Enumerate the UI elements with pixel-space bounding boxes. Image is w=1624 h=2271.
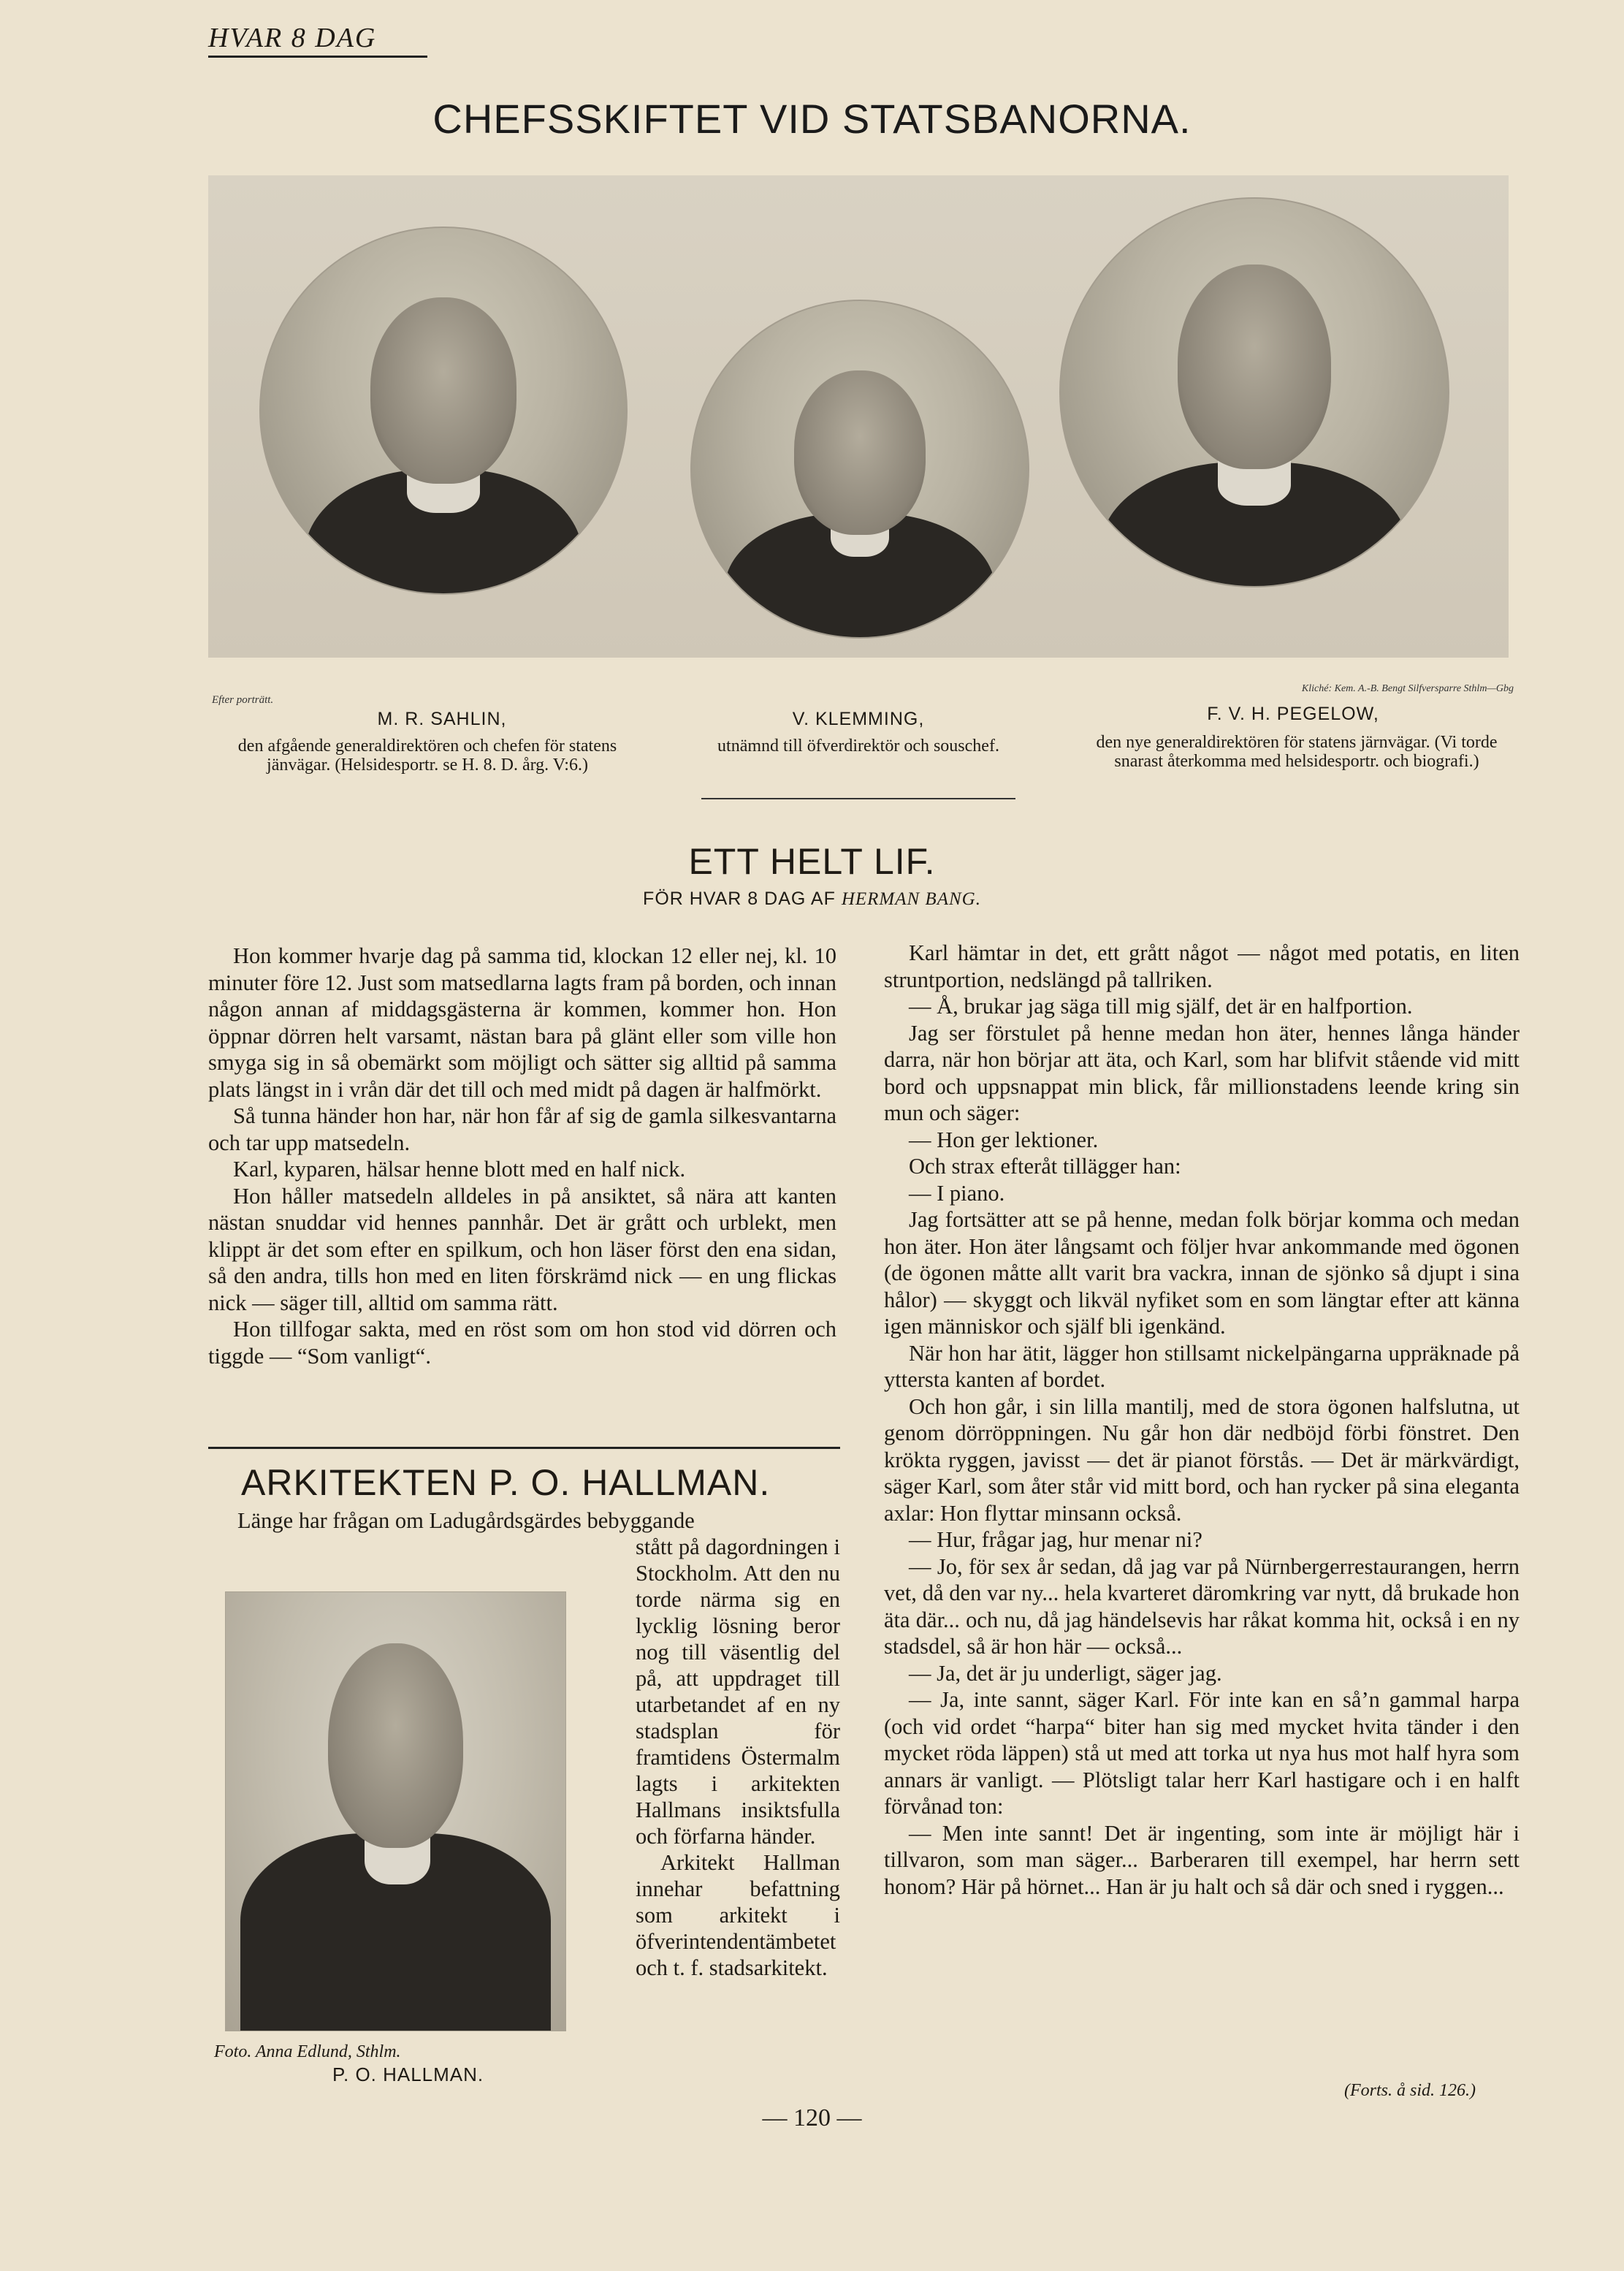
architect-paragraph: Arkitekt Hallman innehar befattning som arkitekt i öfverintendentämbetet och t. f. stadsarkitekt. xyxy=(636,1850,840,1980)
story-title: ETT HELT LIF. xyxy=(688,841,936,882)
story-paragraph: — Å, brukar jag säga till mig själf, det är en halfportion. xyxy=(909,994,1413,1019)
story-paragraph: — I piano. xyxy=(909,1180,1005,1206)
byline-prefix: FÖR HVAR 8 DAG AF xyxy=(643,889,836,909)
masthead: HVAR 8 DAG xyxy=(208,23,377,53)
caption-desc-pegelow: den nye generaldirektören för statens järnvägar. (Vi torde snarast återkomma med helsidesportr. och biografi.) xyxy=(1096,733,1498,771)
story-paragraph: Och hon går, i sin lilla mantilj, med de stora ögonen halfslutna, ut genom dörröppningen. Nu går hon där nedböjd förbi fönstret. Den krökta ryggen, javisst — det är pianot förstås. — Det är märkvärdigt, säger Karl, som åter står vid mitt bord, och han rycker på sina eleganta axlar: Hon flyttar minsann också. xyxy=(884,1393,1520,1526)
portrait-photo-band xyxy=(208,175,1509,658)
story-paragraph: — Ja, det är ju underligt, säger jag. xyxy=(909,1660,1222,1686)
architect-photo-name: P. O. HALLMAN. xyxy=(332,2063,484,2085)
architect-body xyxy=(636,1534,840,1981)
story-paragraph: — Men inte sannt! Det är ingenting, som inte är möjligt här i tillvaron, som man säger... Barberaren till exempel, har herrn sett honom? Här på hörnet... Han är ju halt och så där och sned i ryggen... xyxy=(884,1820,1520,1899)
story-paragraph: — Ja, inte sannt, säger Karl. För inte kan en så’n gammal harpa (och vid ordet “harpa“ biter han sig med mycket hvita tänder i den mycket röda läppen) stå ut med att torka ut nya hus mot half hyra som annars är vanligt. — Plötsligt talar herr Karl hastigare och i en halft förvånad ton: xyxy=(884,1687,1520,1819)
architect-portrait xyxy=(225,1591,566,2031)
story-paragraph: — Hon ger lektioner. xyxy=(909,1127,1099,1152)
story-paragraph: Så tunna händer hon har, när hon får af sig de gamla silkesvantarna och tar upp matsedeln. xyxy=(208,1103,836,1155)
portrait-pegelow xyxy=(1059,197,1449,587)
caption-rule xyxy=(701,798,1015,799)
portrait-credit-right: Kliché: Kem. A.-B. Bengt Silfversparre Sthlm—Gbg xyxy=(1301,683,1514,694)
masthead-rule xyxy=(208,56,427,58)
architect-title: ARKITEKTEN P. O. HALLMAN. xyxy=(241,1462,771,1503)
story-right-column xyxy=(884,940,1520,1900)
portrait-credit-left: Efter porträtt. xyxy=(212,694,274,706)
section-divider xyxy=(208,1447,840,1449)
continued-note: (Forts. å sid. 126.) xyxy=(1344,2081,1476,2100)
story-paragraph: Och strax efteråt tillägger han: xyxy=(909,1154,1181,1179)
story-paragraph: Jag ser förstulet på henne medan hon äter, hennes långa händer darra, när hon börjar att äta, och Karl, som har blifvit stående vid mitt bord och uppsnappat min blick, får millionstadens leende kring sin mun och säger: xyxy=(884,1020,1520,1125)
story-paragraph: Hon håller matsedeln alldeles in på ansiktet, så nära att kanten nästan snuddar vid hennes pannhår. Det är grått och urblekt, men klippt är det som efter en spilkum, och hon läser först den ena sidan, så den andra, tills hon med en liten förskrämd nick — en ung flickas nick — säger till, alltid om samma rätt. xyxy=(208,1183,836,1315)
page-number: — 120 — xyxy=(762,2104,862,2131)
caption-desc-klemming: utnämnd till öfverdirektör och souschef. xyxy=(717,737,999,756)
story-paragraph: Hon tillfogar sakta, med en röst som om hon stod vid dörren och tiggde — “Som vanligt“. xyxy=(208,1317,836,1369)
story-paragraph: — Hur, frågar jag, hur menar ni? xyxy=(909,1527,1202,1552)
caption-desc-sahlin: den afgående generaldirektören och chefen för statens jänvägar. (Helsidesportr. se H. 8. D. årg. V:6.) xyxy=(237,737,617,775)
story-paragraph: Jag fortsätter att se på henne, medan folk börjar komma och medan hon äter. Hon äter långsamt och följer hvar ankommande med ögonen (de ögonen måtte allt varit bra vackra, innan de sjönko så djupt i sina hålor) — skyggt och likväl nyfiket som en som längtar efter att känna igen människor och själf bli igenkänd. xyxy=(884,1207,1520,1339)
caption-name-klemming: V. KLEMMING, xyxy=(792,709,925,729)
byline-author: HERMAN BANG. xyxy=(841,889,981,909)
story-paragraph: — Jo, för sex år sedan, då jag var på Nürnbergerrestaurangen, herrn vet, då den var ny... hela kvarteret däromkring var nytt, då brukade hon äta där... och nu, då jag händelsevis har råkat komma hit, också i en ny stadsdel, så är hon här — också... xyxy=(884,1553,1520,1659)
story-paragraph: Karl, kyparen, hälsar henne blott med en half nick. xyxy=(233,1157,686,1182)
story-left-column xyxy=(208,943,836,1369)
portrait-klemming xyxy=(690,300,1029,639)
architect-paragraph: stått på dagordningen i Stockholm. Att den nu torde närma sig en lycklig lösning beror nog till väsentlig del på, att uppdraget till utarbetandet af en ny stadsplan för framtidens Östermalm lagts i arkitekten Hallmans insiktsfulla och förfarna händer. xyxy=(636,1534,840,1849)
page-headline: CHEFSSKIFTET VID STATSBANORNA. xyxy=(432,96,1192,142)
story-paragraph: Hon kommer hvarje dag på samma tid, klockan 12 eller nej, kl. 10 minuter före 12. Just som matsedlarna lagts fram på borden, och innan någon annan af middagsgästerna är kommen, kommer hon. Hon öppnar dörren helt varsamt, nästan bara på glänt eller som ville hon smyga sig in så obemärkt som möjligt och sätter sig alltid på samma plats längst in i vrån där det till och med midt på dagen är halfmörkt. xyxy=(208,943,836,1102)
caption-name-pegelow: F. V. H. PEGELOW, xyxy=(1207,704,1379,724)
story-paragraph: När hon har ätit, lägger hon stillsamt nickelpängarna uppräknade på yttersta kanten af bordet. xyxy=(884,1340,1520,1392)
portrait-sahlin xyxy=(259,227,628,595)
architect-photo-credit: Foto. Anna Edlund, Sthlm. xyxy=(214,2042,401,2061)
story-byline xyxy=(0,889,1624,910)
architect-lead: Länge har frågan om Ladugårdsgärdes bebyggande xyxy=(237,1508,695,1533)
story-paragraph: Karl hämtar in det, ett grått något — något med potatis, en liten struntportion, nedslängd på tallriken. xyxy=(884,940,1520,992)
caption-name-sahlin: M. R. SAHLIN, xyxy=(377,709,507,729)
